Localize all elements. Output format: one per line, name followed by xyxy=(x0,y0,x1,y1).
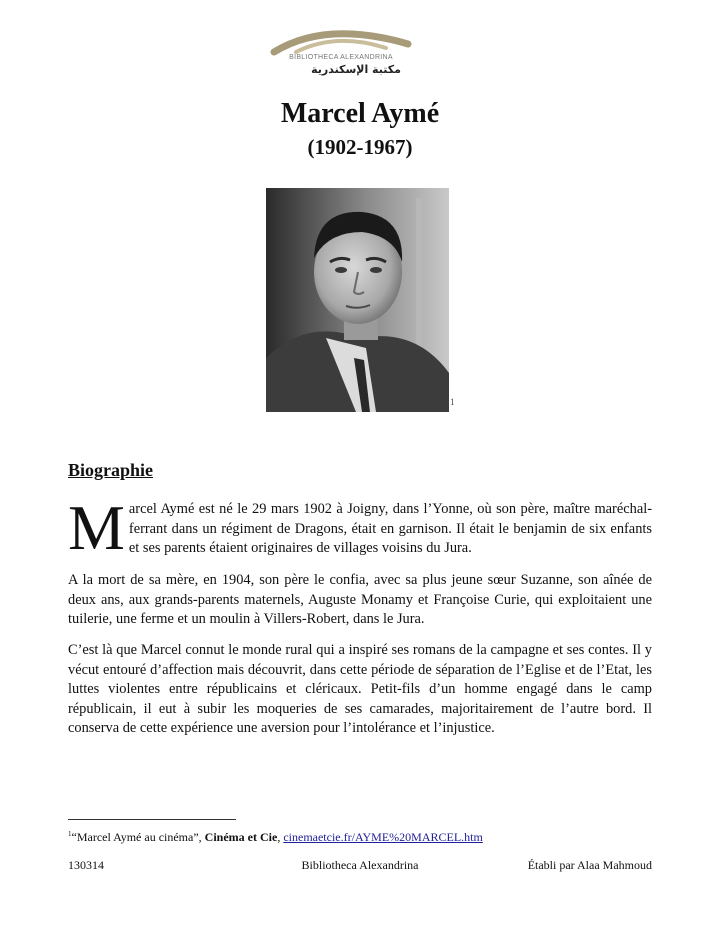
paragraph-1 xyxy=(68,492,652,563)
footer-left: 130314 xyxy=(68,858,104,872)
footer-right: Établi par Alaa Mahmoud xyxy=(527,858,652,872)
photo-footnote-ref: 1 xyxy=(450,397,455,407)
footnote-separator: , xyxy=(277,830,284,844)
life-dates: (1902-1967) xyxy=(307,135,413,159)
footnote-number: 1 xyxy=(68,830,72,838)
footnote xyxy=(68,826,483,845)
footer-center: Bibliotheca Alexandrina xyxy=(301,858,419,872)
paragraph-1-text: arcel Aymé est né le 29 mars 1902 à Joigny, dans l’Yonne, où son père, maître maréchal-ferrant dans un régiment de Dragons, était en garnison. Il était le benjamin de six enfants et ses parents étaient originaires de villages voisins du Jura. xyxy=(128,501,652,556)
footnote-separator: , xyxy=(198,830,205,844)
footnote-source: Cinéma et Cie xyxy=(204,830,278,844)
paragraph-3: C’est là que Marcel connut le monde rural qui a inspiré ses romans de la campagne et ses contes. Il y vécut entouré d’affection mais découvrit, dans cette période de séparation de l’Eglise et de l’Etat, les luttes violentes entre républicains et cléricaux. Petit-fils d’un homme engagé dans le camp républicain, il eut à subir les moqueries de ses camarades, majoritairement de l’autre bord. Il conserva de cette expérience une aversion pour l’intolérance et l’injustice. xyxy=(68,642,652,736)
logo-arabic-text: مكتبة الإسكندرية xyxy=(311,63,401,76)
footnote-divider xyxy=(68,819,236,820)
drop-cap: M xyxy=(68,492,125,563)
bibliotheca-alexandrina-logo xyxy=(266,18,416,80)
page-title: Marcel Aymé xyxy=(280,98,440,129)
paragraph-2: A la mort de sa mère, en 1904, son père le confia, avec sa plus jeune sœur Suzanne, son aînée de deux ans, aux grands-parents maternels, Auguste Monamy et Françoise Curie, qui exploitaient une tuilerie, une ferme et un moulin à Villers-Robert, dans le Jura. xyxy=(68,572,652,627)
section-heading: Biographie xyxy=(68,460,154,480)
footnote-quote: “Marcel Aymé au cinéma” xyxy=(71,830,199,844)
footnote-link[interactable]: cinemaetcie.fr/AYME%20MARCEL.htm xyxy=(283,830,483,844)
portrait-photo xyxy=(266,188,449,412)
logo-arc-icon xyxy=(266,18,416,58)
logo-latin-text: BIBLIOTHECA ALEXANDRINA xyxy=(289,54,393,61)
